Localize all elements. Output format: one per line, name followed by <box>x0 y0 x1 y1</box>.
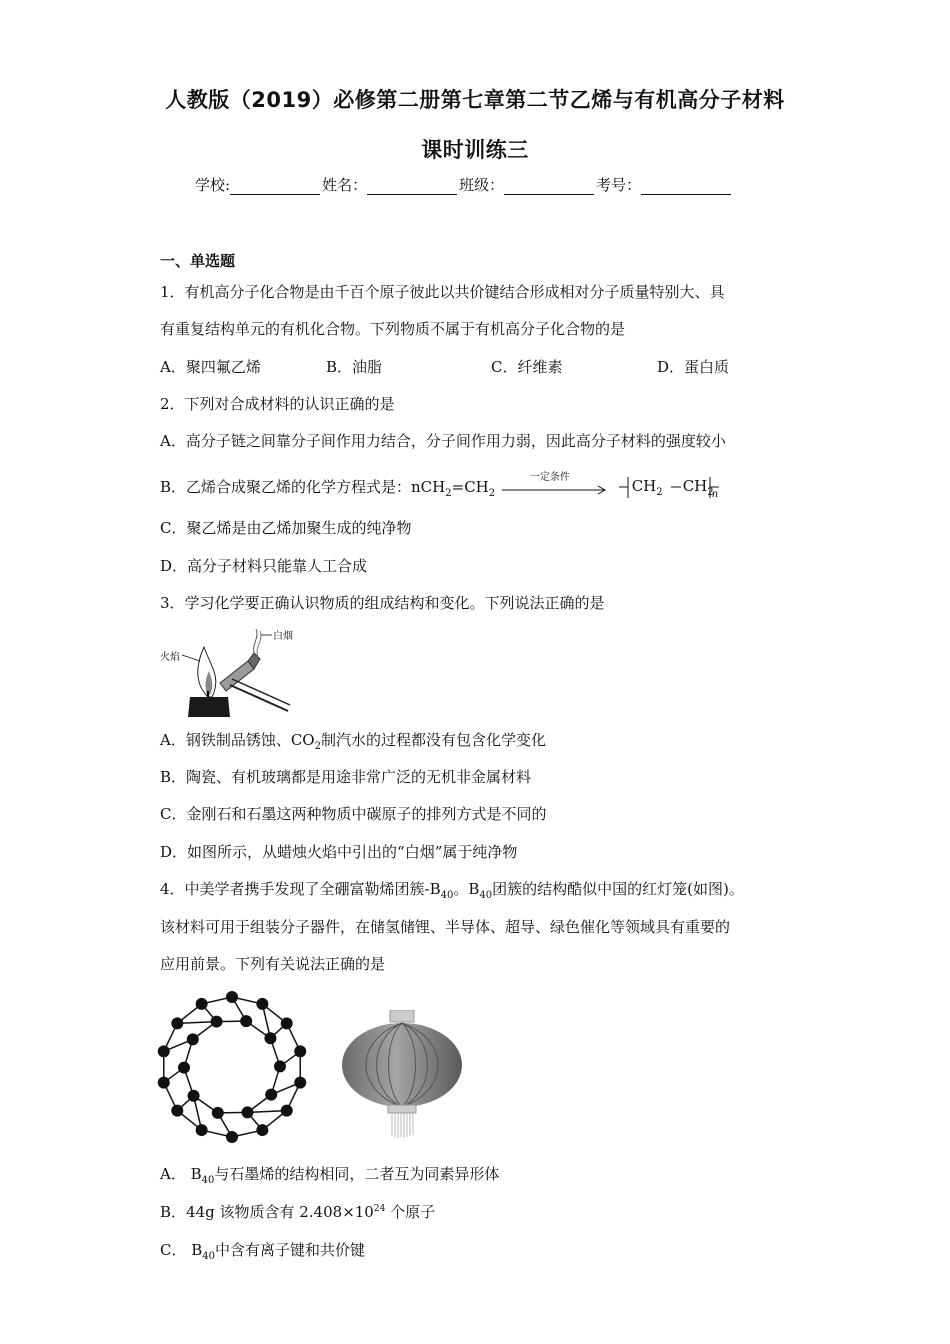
q2-stem: 2．下列对合成材料的认识正确的是 <box>160 395 395 413</box>
name-field[interactable] <box>367 179 457 195</box>
boron-atom <box>212 1107 224 1119</box>
arrow-icon <box>500 482 610 498</box>
boron-atom <box>187 1033 199 1045</box>
q1-option-b: B．油脂 <box>326 358 383 376</box>
q4-option-a: A． $B_{40}$与石墨烯的结构相同，二者互为同素异形体 <box>160 1165 500 1186</box>
q3-option-d: D．如图所示，从蜡烛火焰中引出的“白烟”属于纯净物 <box>160 843 518 861</box>
boron-atom <box>226 991 238 1003</box>
q2-option-a: A．高分子链之间靠分子间作用力结合，分子间作用力弱，因此高分子材料的强度较小 <box>160 432 726 450</box>
poly-ch2-b: $CH_2$ <box>682 477 714 498</box>
q2-option-d: D．高分子材料只能靠人工合成 <box>160 557 368 575</box>
flame-label: 火焰 <box>160 652 180 663</box>
boron-atom <box>196 1124 208 1136</box>
school-field[interactable] <box>230 179 320 195</box>
smoke-label: 白烟 <box>273 631 293 642</box>
q4-stem-line2: 该材料可用于组装分子器件，在储氢储锂、半导体、超导、绿色催化等领域具有重要的 <box>160 918 731 936</box>
name-label: 姓名： <box>322 176 368 194</box>
boron-atom <box>241 1106 253 1118</box>
boron-atom <box>196 998 208 1010</box>
poly-n: n <box>711 489 719 500</box>
q1-option-a: A．聚四氟乙烯 <box>160 358 261 376</box>
b40-cluster-icon <box>155 990 310 1145</box>
page-subtitle: 课时训练三 <box>421 138 529 162</box>
q3-option-c: C．金刚石和石墨这两种物质中碳原子的排列方式是不同的 <box>160 805 547 823</box>
boron-atom <box>178 1062 190 1074</box>
q1-option-c: C．纤维素 <box>491 358 563 376</box>
lantern-icon <box>340 1010 465 1140</box>
page-title: 人教版（2019）必修第二册第七章第二节乙烯与有机高分子材料 <box>165 88 785 112</box>
q4-stem-line3: 应用前景。下列有关说法正确的是 <box>160 955 386 973</box>
reaction-condition: 一定条件 <box>529 472 570 483</box>
class-field[interactable] <box>504 179 594 195</box>
boron-atom <box>158 1045 170 1057</box>
q1-option-d: D．蛋白质 <box>657 358 730 376</box>
b40-structure-figure <box>155 990 310 1145</box>
q2-b-prefix: B．乙烯合成聚乙烯的化学方程式是：nCH <box>160 478 446 496</box>
boron-atom <box>171 1105 183 1117</box>
boron-atom <box>171 1017 183 1029</box>
boron-atom <box>226 1131 238 1143</box>
q1-stem-line1: 1．有机高分子化合物是由千百个原子彼此以共价键结合形成相对分子质量特别大、具 <box>160 283 725 301</box>
boron-atom <box>281 1105 293 1117</box>
boron-atom <box>256 1124 268 1136</box>
boron-atom <box>274 1060 286 1072</box>
boron-atom <box>188 1090 200 1102</box>
exam-no-label: 考号： <box>596 176 642 194</box>
q1-stem-line2: 有重复结构单元的有机化合物。下列物质不属于有机高分子化合物的是 <box>160 320 626 338</box>
q2-b-sub2: 2 <box>488 488 496 499</box>
boron-atom <box>294 1077 306 1089</box>
q2-b-sub: 2 <box>445 488 452 499</box>
q2-option-c: C．聚乙烯是由乙烯加聚生成的纯净物 <box>160 519 412 537</box>
reaction-arrow <box>500 472 610 496</box>
boron-atom <box>158 1077 170 1089</box>
boron-atom <box>281 1017 293 1029</box>
school-label: 学校: <box>195 176 231 194</box>
q4-option-c: C． $B_{40}$中含有离子键和共价键 <box>160 1241 366 1262</box>
exam-no-field[interactable] <box>641 179 731 195</box>
lantern-figure <box>340 1010 465 1140</box>
q3-option-b: B．陶瓷、有机玻璃都是用途非常广泛的无机非金属材料 <box>160 768 532 786</box>
candle-figure <box>160 625 300 720</box>
boron-atom <box>256 998 268 1010</box>
student-info-row <box>195 174 733 195</box>
q4-stem-line1: 4．中美学者携手发现了全硼富勒烯团簇$-B_{40}$。$B_{40}$团簇的结构酷似中国的红灯笼(如图)。 <box>160 880 744 901</box>
q2-option-b <box>160 474 727 502</box>
boron-atom <box>294 1045 306 1057</box>
q3-option-a: A．钢铁制品锈蚀、$CO_2$制汽水的过程都没有包含化学变化 <box>160 731 546 752</box>
q2-b-eqmid: =CH <box>451 478 489 496</box>
class-label: 班级： <box>459 176 505 194</box>
polyethylene-formula <box>615 474 727 502</box>
poly-ch2-a: $CH_2$ <box>631 477 663 498</box>
boron-atom <box>240 1015 252 1027</box>
boron-atom <box>211 1016 223 1028</box>
section-heading: 一、单选题 <box>160 252 236 270</box>
boron-atom <box>265 1089 277 1101</box>
boron-atom <box>264 1032 276 1044</box>
q4-option-b: B．44g 该物质含有 $2.408\times 10^{24}$ 个原子 <box>160 1203 436 1221</box>
q3-stem: 3．学习化学要正确认识物质的组成结构和变化。下列说法正确的是 <box>160 594 605 612</box>
